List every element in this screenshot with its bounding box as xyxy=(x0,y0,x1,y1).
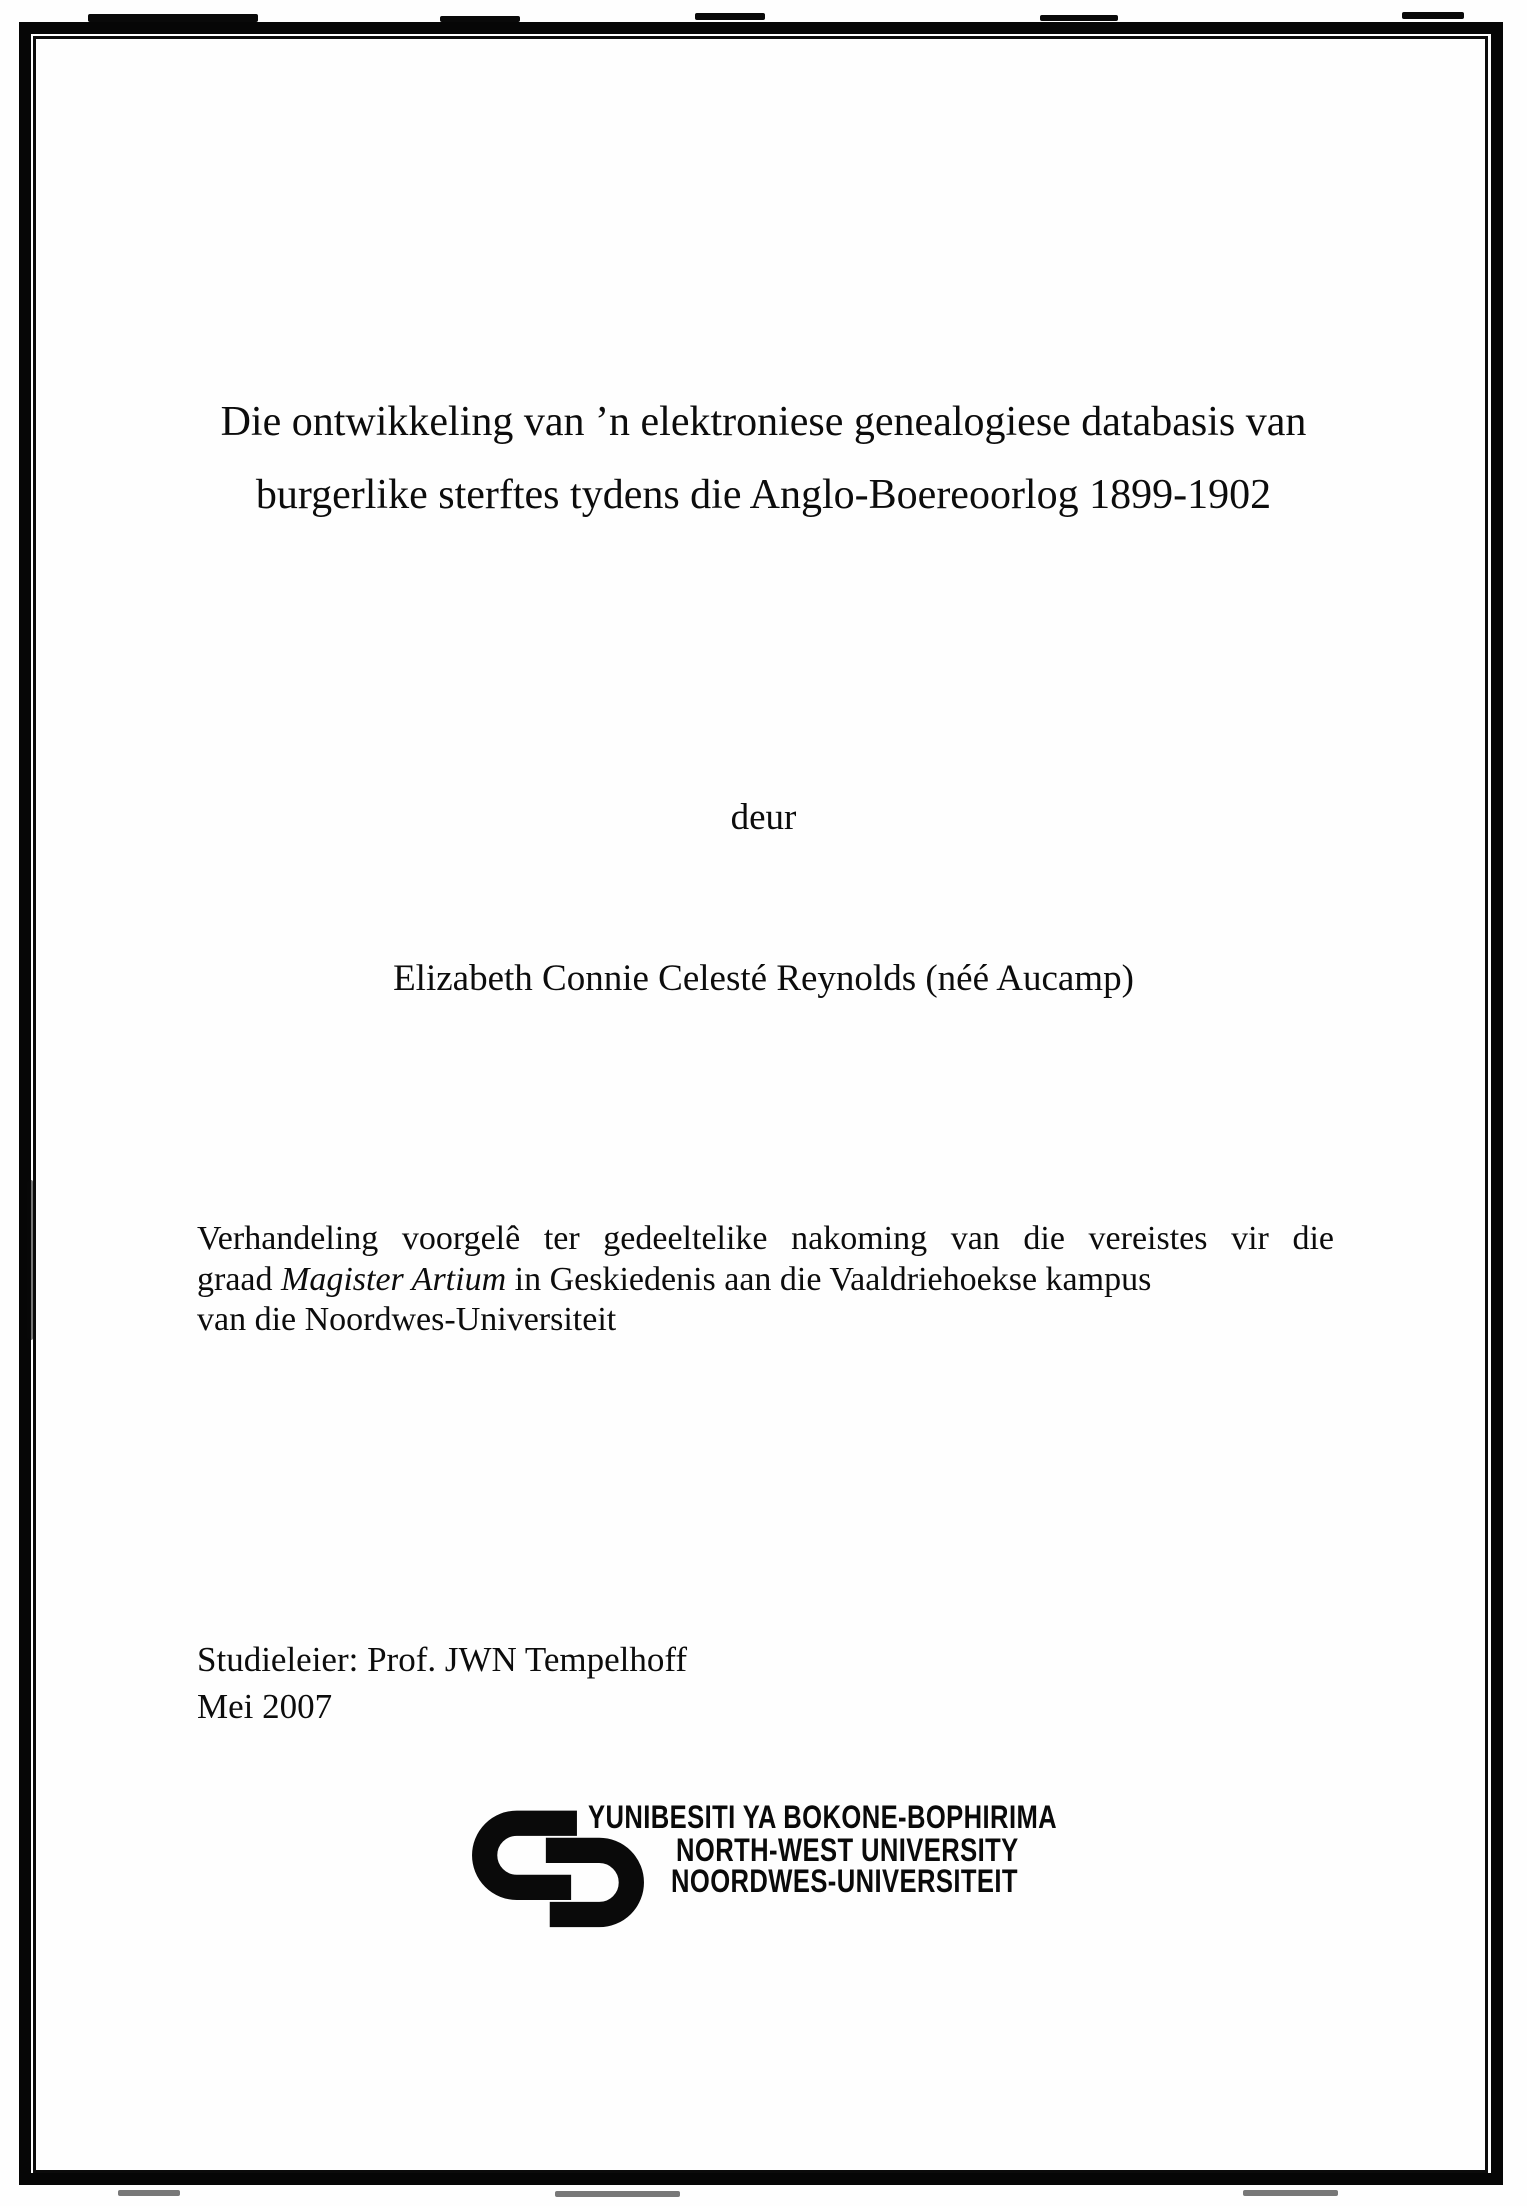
degree-statement-line-3: van die Noordwes-Universiteit xyxy=(197,1301,617,1338)
date-line: Mei 2007 xyxy=(197,1687,333,1726)
scan-artifact xyxy=(118,2190,180,2196)
degree-statement xyxy=(197,1219,1334,1341)
degree-statement-line-2 xyxy=(197,1260,1334,1301)
thesis-title xyxy=(0,386,1527,532)
degree-statement-line-2-post: in Geskiedenis aan die Vaaldriehoekse kampus xyxy=(506,1260,1152,1298)
author-name: Elizabeth Connie Celesté Reynolds (néé Aucamp) xyxy=(393,958,1134,999)
degree-name-italic: Magister Artium xyxy=(281,1260,507,1298)
supervisor-line: Studieleier: Prof. JWN Tempelhoff xyxy=(197,1640,688,1679)
scan-artifact xyxy=(1402,12,1464,19)
scan-artifact xyxy=(88,14,258,22)
scan-artifact xyxy=(1040,15,1118,21)
scan-artifact xyxy=(695,13,765,20)
thesis-title-line-1: Die ontwikkeling van ’n elektroniese genealogiese databasis van xyxy=(220,399,1307,445)
scan-artifact xyxy=(1243,2190,1338,2196)
scan-artifact xyxy=(555,2191,680,2197)
byline-deur: deur xyxy=(730,797,797,838)
thesis-title-line-2: burgerlike sterftes tydens die Anglo-Boereoorlog 1899-1902 xyxy=(255,472,1272,518)
scan-artifact xyxy=(27,1180,33,1340)
degree-statement-line-1: Verhandeling voorgelê ter gedeeltelike nakoming van die vereistes vir die xyxy=(197,1220,1334,1257)
degree-statement-line-2-pre: graad xyxy=(197,1260,282,1298)
scan-artifact xyxy=(440,16,520,22)
logo-text-setswana: YUNIBESITI YA BOKONE-BOPHIRIMA xyxy=(588,1799,1058,1835)
logo-text-english: NORTH-WEST UNIVERSITY xyxy=(676,1832,1019,1868)
logo-text-afrikaans: NOORDWES-UNIVERSITEIT xyxy=(671,1863,1018,1899)
